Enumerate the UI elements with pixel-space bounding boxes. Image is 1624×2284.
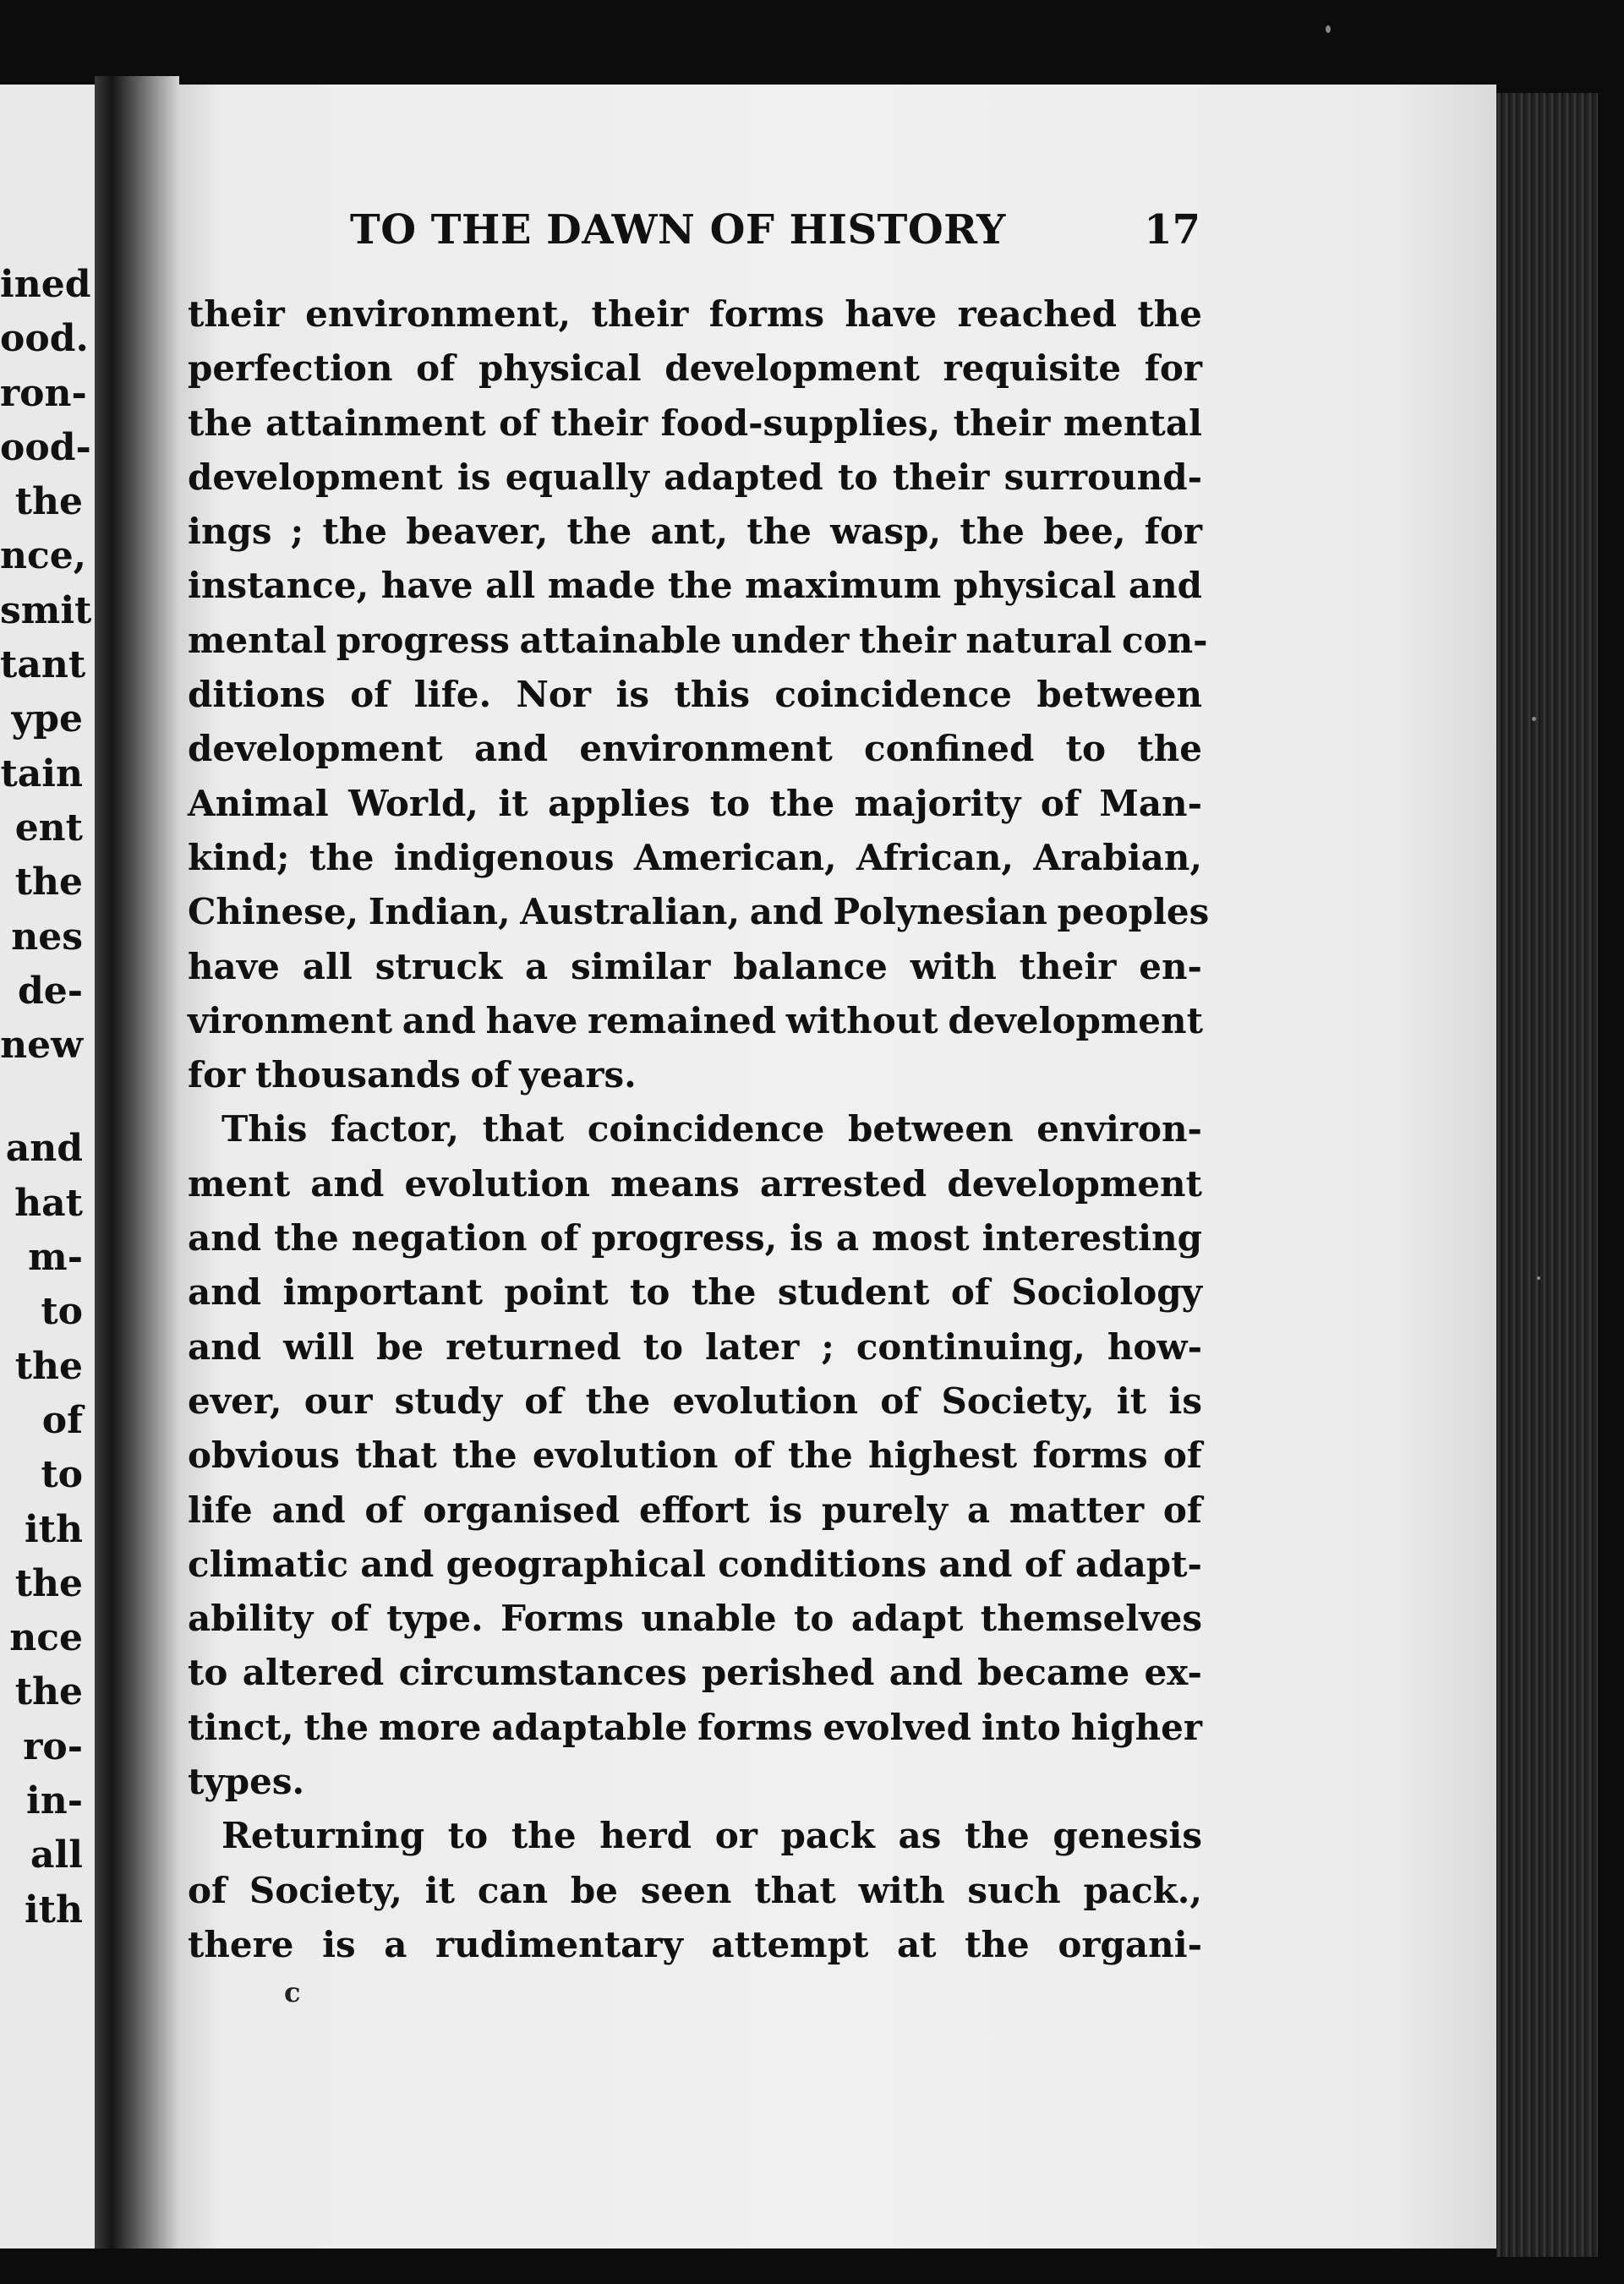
text-line: ditions of life. Nor is this coincidence between [188,674,1202,716]
text-line: development is equally adapted to their surround- [188,456,1202,498]
text-line: have all struck a similar balance with their en- [188,945,1202,987]
text-line: the attainment of their food-supplies, their mental [188,402,1202,444]
facing-line: to [41,1453,83,1497]
text-line: to altered circumstances perished and became ex- [188,1652,1202,1694]
text-line: instance, have all made the maximum physical and [188,565,1202,607]
page-number: 17 [1144,206,1200,254]
text-line: ability of type. Forms unable to adapt themselves [188,1598,1202,1640]
facing-page-text [0,258,92,1937]
paragraph [188,287,1210,1102]
facing-line: nce, [0,534,87,578]
facing-line: ood- [0,425,91,469]
facing-line: the [14,861,83,904]
text-line: and the negation of progress, is a most interesting [188,1217,1202,1259]
text-line: ment and evolution means arrested development [188,1162,1202,1205]
facing-line: ith [24,1888,83,1932]
facing-line: ith [24,1507,83,1551]
text-line: their environment, their forms have reached the [188,293,1202,335]
page-header [345,206,1200,265]
page-edges [1496,93,1598,2257]
text-line: there is a rudimentary attempt at the organi- [188,1923,1202,1965]
text-line: Returning to the herd or pack as the genesis [221,1815,1202,1857]
text-line: for thousands of years. [188,1054,637,1096]
text-line: kind; the indigenous American, African, Arabian, [188,836,1202,878]
text-line: ever, our study of the evolution of Society, it is [188,1380,1202,1422]
paragraph [188,1102,1202,1809]
scan-speck [1537,1276,1540,1280]
text-line: obvious that the evolution of the highest forms of [188,1434,1202,1477]
facing-line: ent [14,806,83,850]
text-line: types. [188,1761,305,1803]
scan-speck [1532,717,1536,721]
facing-line: smit [0,588,92,632]
paragraph [188,1809,1202,1972]
text-line: life and of organised effort is purely a matter of [188,1489,1202,1531]
text-line: perfection of physical development requisite for [188,347,1202,390]
facing-line: the [14,480,83,524]
facing-line: hat [14,1181,83,1225]
running-head: TO THE DAWN OF HISTORY [350,206,1006,254]
text-line: tinct, the more adaptable forms evolved into higher [188,1706,1202,1748]
text-line: Chinese, Indian, Australian, and Polynesian peoples [188,891,1210,933]
facing-line: the [14,1670,83,1714]
facing-line: ood. [0,317,89,361]
facing-line: tant [0,643,86,687]
facing-line: the [14,1344,83,1388]
facing-line: and [5,1127,83,1171]
facing-line: m- [28,1236,83,1280]
facing-line: to [41,1290,83,1334]
page-body [188,287,1210,1972]
facing-line: ined [0,263,91,306]
facing-line: in- [26,1779,83,1823]
facing-line: the [14,1561,83,1605]
facing-line: ron- [0,371,87,415]
facing-line: ype [11,697,83,741]
scan-speck [1326,25,1331,33]
text-line: Animal World, it applies to the majority of Man- [188,782,1202,824]
text-line: climatic and geographical conditions and of adapt- [188,1543,1202,1585]
text-line: of Society, it can be seen that with such pack., [188,1869,1202,1911]
facing-line: all [30,1833,83,1877]
signature-mark: c [284,1976,301,2008]
facing-line: de- [17,969,83,1013]
text-line: This factor, that coincidence between environ- [221,1108,1202,1150]
facing-line: new [0,1024,83,1068]
facing-line: tain [0,751,83,795]
book-gutter [95,76,179,2248]
facing-line: nce [9,1616,83,1660]
text-line: and will be returned to later ; continuing, how- [188,1325,1202,1368]
text-line: and important point to the student of Sociology [188,1271,1202,1314]
facing-line: ro- [23,1724,83,1768]
text-line: mental progress attainable under their natural con- [188,619,1208,661]
text-line: development and environment confined to the [188,728,1202,770]
text-line: vironment and have remained without development [188,999,1203,1041]
facing-line: nes [11,915,83,959]
facing-line: of [41,1398,83,1442]
text-line: ings ; the beaver, the ant, the wasp, the bee, for [188,511,1202,553]
